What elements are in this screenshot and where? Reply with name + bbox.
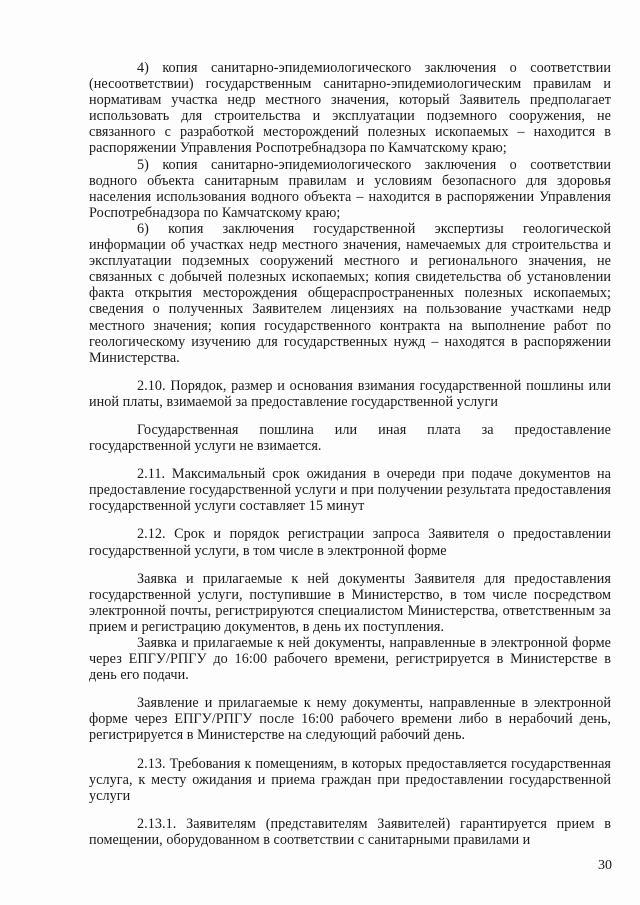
paragraph-fee-statement: Государственная пошлина или иная плата за предоставление государственной услуги не взимается. xyxy=(89,421,611,455)
document-body xyxy=(89,60,611,848)
section-heading-2-13: 2.13. Требования к помещениям, в которых предоставляется государственная услуга, к месту ожидания и приема граждан при предоставлении государственной услуги xyxy=(89,755,611,804)
paragraph-item-6-copy: 6) копия заключения государственной экспертизы геологической информации об участках недр местного значения, намечаемых для строительства и эксплуатации подземных сооружений местного и регионального значения, не связанных с добычей полезных ископаемых; копия свидетельства об установлении факта открытия месторождения общераспространенных полезных ископаемых; сведения о полученных Заявителем лицензиях на пользование участками недр местного значения; копия государственного контракта на выполнение работ по геологическому изучению для государственных нужд – находятся в распоряжении Министерства. xyxy=(89,220,611,366)
paragraph-registration-after-16: Заявление и прилагаемые к нему документы, направленные в электронной форме через ЕПГУ/РПГУ после 16:00 рабочего времени либо в нерабочий день, регистрируется в Министерстве на следующий рабочий день. xyxy=(89,695,611,744)
section-heading-2-12: 2.12. Срок и порядок регистрации запроса Заявителя о предоставлении государственной услуги, в том числе в электронной форме xyxy=(89,526,611,559)
paragraph-item-4-copy: 4) копия санитарно-эпидемиологического заключения о соответствии (несоответствии) государственным санитарно-эпидемиологическим правилам и нормативам участка недр местного значения, который Заявитель предполагает использовать для строительства и эксплуатации подземного сооружения, не связанного с разработкой месторождений полезных ископаемых – находится в распоряжении Управления Роспотребнадзора по Камчатскому краю; xyxy=(89,60,611,157)
section-heading-2-10: 2.10. Порядок, размер и основания взимания государственной пошлины или иной платы, взимаемой за предоставление государственной услуги xyxy=(89,377,611,410)
page-number: 30 xyxy=(598,858,612,873)
paragraph-registration-ministry: Заявка и прилагаемые к ней документы Заявителя для предоставления государственной услуги, поступившие в Министерство, в том числе посредством электронной почты, регистрируются специалистом Министерства, ответственным за прием и регистрацию документов, в день их поступления. xyxy=(89,570,611,635)
paragraph-item-5-copy: 5) копия санитарно-эпидемиологического заключения о соответствии водного объекта санитарным правилам и условиям безопасного для здоровья населения использования водного объекта – находится в распоряжении Управления Роспотребнадзора по Камчатскому краю; xyxy=(89,156,611,221)
paragraph-2-13-1: 2.13.1. Заявителям (представителям Заявителей) гарантируется прием в помещении, оборудованном в соответствии с санитарными правилами и xyxy=(89,815,611,848)
paragraph-registration-before-16: Заявка и прилагаемые к ней документы, направленные в электронной форме через ЕПГУ/РПГУ до 16:00 рабочего времени, регистрируется в Министерстве в день его подачи. xyxy=(89,635,611,684)
section-heading-2-11: 2.11. Максимальный срок ожидания в очереди при подаче документов на предоставление государственной услуги и при получении результата предоставления государственной услуги составляет 15 минут xyxy=(89,466,611,515)
